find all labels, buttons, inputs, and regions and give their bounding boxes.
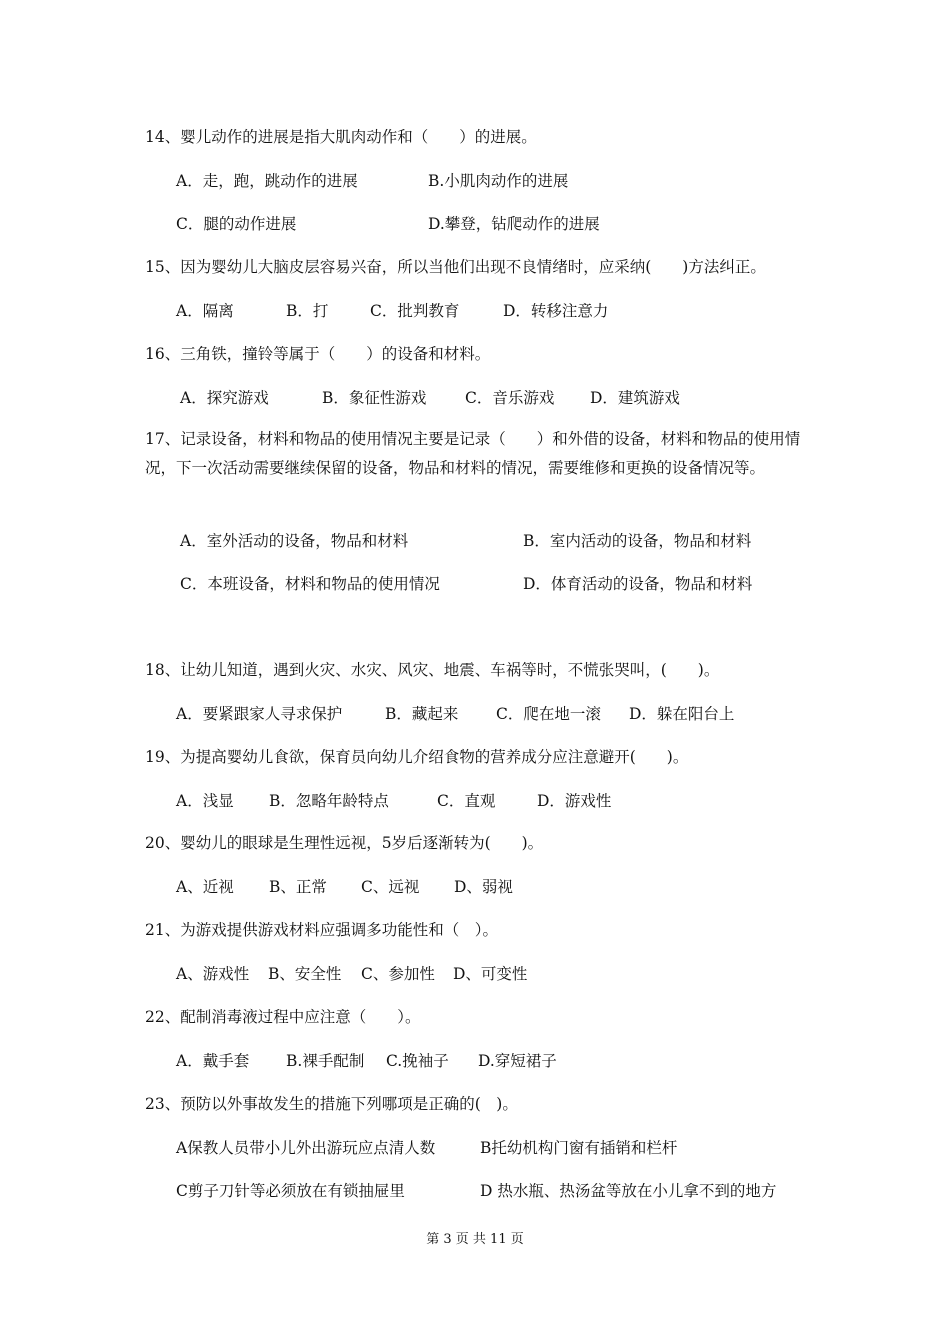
- question-22-option-d: D.穿短裙子: [478, 1052, 557, 1070]
- question-16-option-d: D．建筑游戏: [590, 389, 680, 407]
- question-14-option-b: B.小肌肉动作的进展: [428, 172, 569, 190]
- question-22-option-c: C.挽袖子: [386, 1052, 449, 1070]
- question-16-stem: 16、三角铁，撞铃等属于（ ）的设备和材料。: [145, 345, 491, 363]
- question-16-option-b: B．象征性游戏: [322, 389, 427, 407]
- question-17-option-b: B．室内活动的设备，物品和材料: [523, 532, 752, 550]
- question-18-option-d: D．躲在阳台上: [629, 705, 735, 723]
- question-20-option-a: A、近视: [176, 878, 234, 896]
- question-22-stem: 22、配制消毒液过程中应注意（ ）。: [145, 1008, 421, 1026]
- question-15-option-c: C．批判教育: [370, 302, 460, 320]
- question-18-stem: 18、让幼儿知道，遇到火灾、水灾、风灾、地震、车祸等时，不慌张哭叫，( )。: [145, 661, 720, 679]
- question-20-option-b: B、正常: [269, 878, 327, 896]
- question-17-option-a: A．室外活动的设备，物品和材料: [180, 532, 409, 550]
- question-15-option-a: A．隔离: [176, 302, 234, 320]
- question-19-option-a: A．浅显: [176, 792, 234, 810]
- question-18-option-c: C．爬在地一滚: [496, 705, 601, 723]
- question-19-option-d: D．游戏性: [537, 792, 612, 810]
- question-18-option-a: A．要紧跟家人寻求保护: [176, 705, 343, 723]
- question-21-option-c: C、参加性: [361, 965, 435, 983]
- question-20-option-d: D、弱视: [454, 878, 513, 896]
- question-15-stem: 15、因为婴幼儿大脑皮层容易兴奋，所以当他们出现不良情绪时，应采纳( )方法纠正。: [145, 258, 766, 276]
- question-21-option-a: A、游戏性: [176, 965, 250, 983]
- question-20-stem: 20、婴幼儿的眼球是生理性远视，5岁后逐渐转为( )。: [145, 834, 544, 852]
- question-19-option-c: C．直观: [437, 792, 496, 810]
- question-21-option-d: D、可变性: [453, 965, 528, 983]
- question-14-stem: 14、婴儿动作的进展是指大肌肉动作和（ ）的进展。: [145, 128, 537, 146]
- question-22-option-b: B.裸手配制: [286, 1052, 365, 1070]
- question-22-option-a: A．戴手套: [176, 1052, 250, 1070]
- question-19-stem: 19、为提高婴幼儿食欲，保育员向幼儿介绍食物的营养成分应注意避开( )。: [145, 748, 689, 766]
- question-23-option-d: D 热水瓶、热汤盆等放在小儿拿不到的地方: [480, 1182, 777, 1200]
- question-15-option-b: B．打: [286, 302, 329, 320]
- question-23-stem: 23、预防以外事故发生的措施下列哪项是正确的( )。: [145, 1095, 518, 1113]
- question-18-option-b: B．藏起来: [385, 705, 459, 723]
- question-17-option-d: D．体育活动的设备，物品和材料: [523, 575, 753, 593]
- question-14-option-c: C．腿的动作进展: [176, 215, 297, 233]
- question-23-option-c: C剪子刀针等必须放在有锁抽屉里: [176, 1182, 405, 1200]
- question-21-stem: 21、为游戏提供游戏材料应强调多功能性和（ ）。: [145, 921, 498, 939]
- page-number-footer: 第 3 页 共 11 页: [426, 1232, 524, 1247]
- question-23-option-b: B托幼机构门窗有插销和栏杆: [480, 1139, 678, 1157]
- question-17-option-c: C．本班设备，材料和物品的使用情况: [180, 575, 440, 593]
- question-20-option-c: C、远视: [361, 878, 420, 896]
- question-16-option-c: C．音乐游戏: [465, 389, 555, 407]
- question-21-option-b: B、安全性: [268, 965, 342, 983]
- question-15-option-d: D．转移注意力: [503, 302, 609, 320]
- question-16-option-a: A．探究游戏: [180, 389, 269, 407]
- question-23-option-a: A保教人员带小儿外出游玩应点清人数: [176, 1139, 436, 1157]
- question-14-option-a: A．走，跑，跳动作的进展: [176, 172, 358, 190]
- question-17-stem: 17、记录设备，材料和物品的使用情况主要是记录（ ）和外借的设备，材料和物品的使用情况，下一次活动需要继续保留的设备，物品和材料的情况，需要维修和更换的设备情况等。: [145, 430, 801, 477]
- question-19-option-b: B．忽略年龄特点: [269, 792, 389, 810]
- question-14-option-d: D.攀登，钻爬动作的进展: [428, 215, 600, 233]
